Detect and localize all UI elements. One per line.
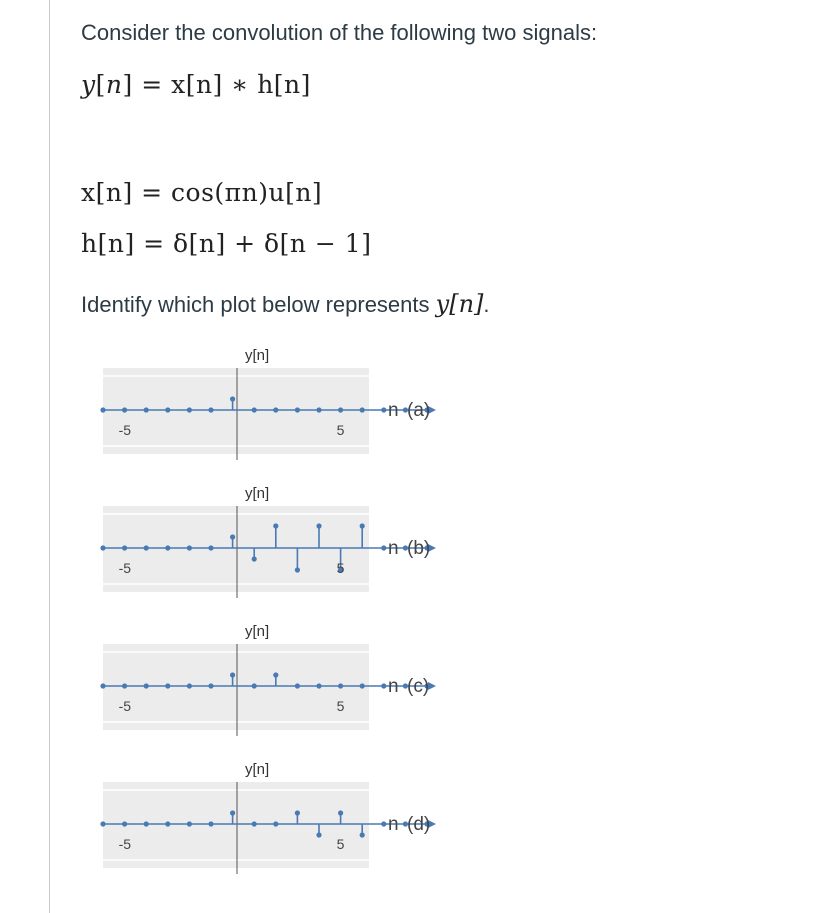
stem-marker bbox=[230, 672, 235, 677]
stem-marker bbox=[165, 683, 170, 688]
stem-marker bbox=[100, 683, 105, 688]
tick-right: 5 bbox=[336, 836, 345, 852]
stem-marker bbox=[360, 683, 365, 688]
intro-text: Consider the convolution of the following two signals: bbox=[81, 20, 598, 45]
stem-marker bbox=[208, 821, 213, 826]
stem-marker bbox=[144, 545, 149, 550]
stem-marker bbox=[338, 810, 343, 815]
stem-marker bbox=[187, 545, 192, 550]
stem-marker bbox=[100, 407, 105, 412]
question-prompt: Identify which plot below represents bbox=[81, 292, 436, 317]
stem-marker bbox=[295, 567, 300, 572]
stem-marker bbox=[273, 523, 278, 528]
stem-marker bbox=[381, 407, 386, 412]
stem-marker bbox=[360, 832, 365, 837]
plot-c-svg bbox=[96, 616, 476, 736]
stem-marker bbox=[208, 545, 213, 550]
stem-marker bbox=[381, 821, 386, 826]
equation-convolution: y[n] = x[n] ∗ h[n] bbox=[81, 70, 311, 99]
y-axis-label: y[n] bbox=[245, 623, 270, 640]
stem-marker bbox=[165, 821, 170, 826]
stem-marker bbox=[100, 545, 105, 550]
stem-marker bbox=[122, 545, 127, 550]
stem-marker bbox=[360, 523, 365, 528]
stem-marker bbox=[316, 407, 321, 412]
option-label: (a) bbox=[407, 400, 431, 421]
option-label: (d) bbox=[407, 814, 431, 835]
eq-arg: n bbox=[105, 70, 123, 99]
stem-marker bbox=[208, 407, 213, 412]
stem-marker bbox=[295, 810, 300, 815]
stem-marker bbox=[252, 407, 257, 412]
tick-left: -5 bbox=[118, 836, 132, 852]
x-axis-arrow bbox=[428, 682, 436, 690]
stem-marker bbox=[381, 683, 386, 688]
n-axis-label: n bbox=[388, 400, 399, 421]
plot-band bbox=[103, 644, 369, 730]
tick-left: -5 bbox=[118, 422, 132, 438]
stem-marker bbox=[295, 407, 300, 412]
n-axis-label: n bbox=[388, 814, 399, 835]
stem-marker bbox=[144, 407, 149, 412]
tick-right: 5 bbox=[336, 422, 345, 438]
stem-marker bbox=[144, 821, 149, 826]
n-axis-label: n bbox=[388, 538, 399, 559]
y-axis-label: y[n] bbox=[245, 761, 270, 778]
plot-d-svg bbox=[96, 754, 476, 874]
stem-marker bbox=[273, 821, 278, 826]
eq-rest: = x[n] ∗ h[n] bbox=[141, 70, 311, 99]
stem-marker bbox=[144, 683, 149, 688]
stem-marker bbox=[230, 810, 235, 815]
stem-marker bbox=[316, 523, 321, 528]
plot-b-svg bbox=[96, 478, 476, 598]
equation-x: x[n] = cos(πn)u[n] bbox=[81, 178, 323, 207]
stem-marker bbox=[230, 534, 235, 539]
stem-marker bbox=[316, 683, 321, 688]
left-rule bbox=[49, 0, 50, 913]
plot-band bbox=[103, 782, 369, 868]
stem-marker bbox=[165, 545, 170, 550]
plot-band bbox=[103, 368, 369, 454]
option-label: (c) bbox=[407, 676, 430, 697]
equation-h: h[n] = δ[n] + δ[n − 1] bbox=[81, 229, 372, 258]
n-axis-label: n bbox=[388, 676, 399, 697]
stem-marker bbox=[187, 683, 192, 688]
eq-lhs: y bbox=[81, 70, 96, 99]
tick-right: 5 bbox=[336, 698, 345, 714]
tick-right: 5 bbox=[336, 560, 345, 576]
stem-marker bbox=[252, 821, 257, 826]
stem-marker bbox=[252, 683, 257, 688]
tick-left: -5 bbox=[118, 698, 132, 714]
y-axis-label: y[n] bbox=[245, 347, 270, 364]
stem-marker bbox=[381, 545, 386, 550]
stem-marker bbox=[100, 821, 105, 826]
tick-left: -5 bbox=[118, 560, 132, 576]
plot-a[interactable] bbox=[96, 340, 476, 460]
question-var: y[n] bbox=[435, 290, 484, 318]
plot-c[interactable] bbox=[96, 616, 476, 736]
stem-marker bbox=[273, 407, 278, 412]
stem-marker bbox=[295, 683, 300, 688]
stem-marker bbox=[122, 407, 127, 412]
stem-marker bbox=[208, 683, 213, 688]
question-text bbox=[81, 290, 490, 318]
stem-marker bbox=[316, 832, 321, 837]
plot-a-svg bbox=[96, 340, 476, 460]
stem-marker bbox=[273, 672, 278, 677]
stem-marker bbox=[338, 407, 343, 412]
plot-b[interactable] bbox=[96, 478, 476, 598]
stem-marker bbox=[338, 683, 343, 688]
plot-band bbox=[103, 506, 369, 592]
option-label: (b) bbox=[407, 538, 431, 559]
question-end: . bbox=[483, 292, 490, 317]
stem-marker bbox=[187, 821, 192, 826]
stem-marker bbox=[360, 407, 365, 412]
stem-marker bbox=[122, 683, 127, 688]
plot-d[interactable] bbox=[96, 754, 476, 874]
stem-marker bbox=[122, 821, 127, 826]
stem-marker bbox=[165, 407, 170, 412]
stem-marker bbox=[230, 396, 235, 401]
stem-marker bbox=[252, 556, 257, 561]
stem-marker bbox=[187, 407, 192, 412]
y-axis-label: y[n] bbox=[245, 485, 270, 502]
